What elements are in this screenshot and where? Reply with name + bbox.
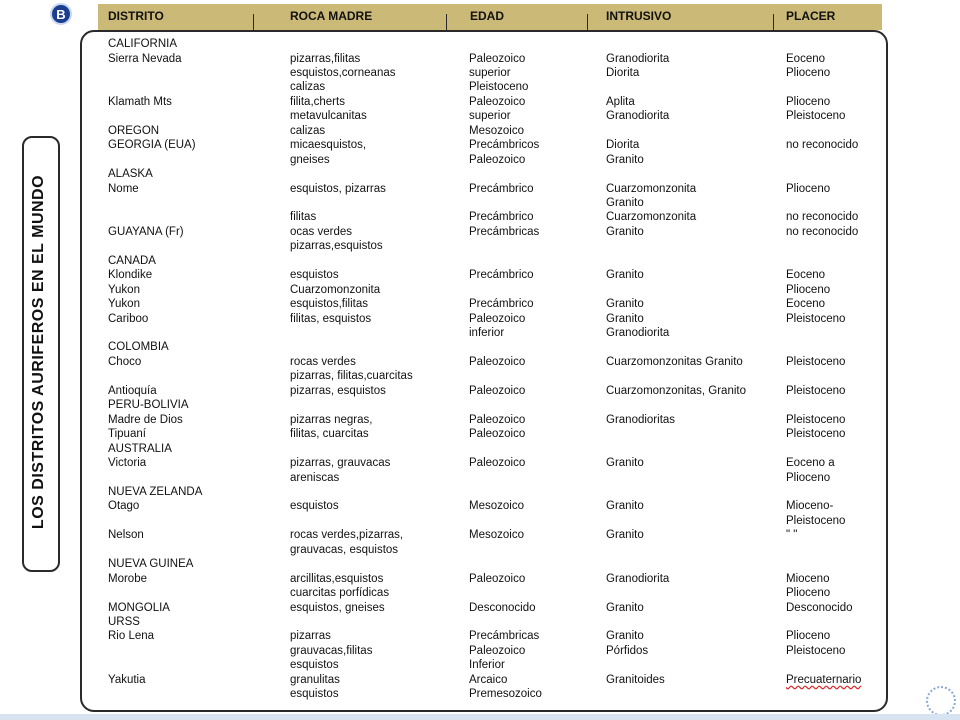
cell-distrito: Klamath Mts <box>108 95 172 108</box>
cell-roca-madre: pizarras, grauvacas <box>290 457 391 469</box>
cell-roca-madre: filita,cherts <box>290 95 345 108</box>
cell-distrito: Yukon <box>108 283 140 296</box>
cell-edad: Paleozoico <box>469 153 526 166</box>
cell-distrito: Yukon <box>108 298 140 311</box>
cell-placer: Plioceno <box>786 283 831 296</box>
cell-distrito: NUEVA ZELANDA <box>108 485 203 498</box>
cell-placer: Pleistoceno <box>786 110 846 123</box>
cell-placer: Eoceno <box>786 298 826 311</box>
cell-placer: Plioceno <box>786 587 831 600</box>
cell-edad: Paleozoico <box>469 457 526 469</box>
cell-intrusivo: Granodiorita <box>606 327 670 339</box>
cell-intrusivo: Granodiorita <box>606 52 670 65</box>
corner-logo-icon <box>926 686 956 716</box>
cell-placer: Eoceno <box>786 269 826 282</box>
cell-edad: Mesozoico <box>469 124 524 137</box>
cell-edad: Precámbricos <box>469 139 540 152</box>
cell-intrusivo: Granito <box>606 298 644 311</box>
cell-roca-madre: pizarras, esquistos <box>290 384 386 397</box>
cell-distrito: Antioquía <box>108 384 157 397</box>
cell-roca-madre: granulitas <box>290 673 340 686</box>
cell-placer: Pleistoceno <box>786 428 846 441</box>
cell-placer: Pleistoceno <box>786 384 846 397</box>
cell-intrusivo: Granito <box>606 269 644 282</box>
cell-edad: Pleistoceno <box>469 81 529 94</box>
cell-edad: Precámbrico <box>469 269 534 282</box>
cell-roca-madre: filitas, esquistos <box>290 312 372 325</box>
header-intrusivo: INTRUSIVO <box>606 9 672 23</box>
cell-placer: Plioceno <box>786 471 831 484</box>
cell-edad: Precámbrico <box>469 211 534 224</box>
cell-intrusivo: Granito <box>606 529 644 542</box>
cell-roca-madre: esquistos, gneises <box>290 601 385 614</box>
cell-edad: Paleozoico <box>469 644 526 657</box>
cell-intrusivo: Granito <box>606 630 644 643</box>
cell-edad: Paleozoico <box>469 384 526 397</box>
cell-placer: Plioceno <box>786 66 831 79</box>
table-header <box>98 4 882 30</box>
cell-roca-madre: calizas <box>290 124 326 137</box>
cell-roca-madre: esquistos <box>290 269 339 282</box>
cell-roca-madre: esquistos, pizarras <box>290 182 386 195</box>
cell-distrito: AUSTRALIA <box>108 442 172 455</box>
cell-intrusivo: Cuarzomonzonitas, Granito <box>606 384 746 397</box>
cell-roca-madre: pizarras,filitas <box>290 52 361 65</box>
cell-edad: Precámbricas <box>469 630 540 643</box>
cell-placer: no reconocido <box>786 225 859 238</box>
cell-roca-madre: cuarcitas porfídicas <box>290 587 390 600</box>
cell-distrito: Choco <box>108 355 142 368</box>
header-distrito: DISTRITO <box>108 9 164 23</box>
cell-placer: Pleistoceno <box>786 644 846 657</box>
logo: B <box>50 3 72 25</box>
cell-edad: Inferior <box>469 659 505 672</box>
cell-roca-madre: arcillitas,esquistos <box>290 572 384 585</box>
cell-edad: Mesozoico <box>469 500 524 513</box>
cell-distrito: Tipuaní <box>108 428 146 441</box>
cell-distrito: GUAYANA (Fr) <box>108 225 184 238</box>
cell-distrito: Nome <box>108 182 139 195</box>
cell-roca-madre: pizarras negras, <box>290 413 373 426</box>
cell-edad: Paleozoico <box>469 428 526 441</box>
cell-placer: Plioceno <box>786 630 831 643</box>
cell-intrusivo: Granito <box>606 601 644 614</box>
cell-placer: Pleistoceno <box>786 514 846 527</box>
cell-placer: Precuaternario <box>786 673 862 686</box>
cell-distrito: Klondike <box>108 269 153 282</box>
cell-placer: no reconocido <box>786 139 859 152</box>
cell-distrito: URSS <box>108 616 140 628</box>
cell-distrito: Yakutia <box>108 673 146 686</box>
page-title: LOS DISTRITOS AURIFEROS EN EL MUNDO <box>30 174 47 530</box>
cell-intrusivo: Diorita <box>606 139 640 152</box>
cell-roca-madre: gneises <box>290 153 330 166</box>
cell-roca-madre: esquistos,filitas <box>290 298 368 311</box>
cell-roca-madre: pizarras, filitas,cuarcitas <box>290 370 413 383</box>
cell-intrusivo: Granodioritas <box>606 413 676 426</box>
cell-edad: Paleozoico <box>469 312 526 325</box>
cell-distrito: ALASKA <box>108 168 153 180</box>
cell-edad: Paleozoico <box>469 52 526 65</box>
cell-roca-madre: metavulcanitas <box>290 110 367 123</box>
cell-edad: Mesozoico <box>469 529 524 542</box>
cell-edad: Arcaico <box>469 673 508 686</box>
cell-edad: Paleozoico <box>469 572 526 585</box>
cell-roca-madre: grauvacas, esquistos <box>290 543 399 556</box>
cell-placer: Eoceno a <box>786 457 835 469</box>
cell-intrusivo: Granito <box>606 500 644 513</box>
cell-distrito: PERU-BOLIVIA <box>108 399 189 412</box>
cell-roca-madre: esquistos <box>290 500 339 513</box>
cell-intrusivo: Cuarzomonzonita <box>606 211 697 224</box>
cell-intrusivo: Pórfidos <box>606 644 649 657</box>
cell-intrusivo: Granodiorita <box>606 572 670 585</box>
cell-placer: Mioceno <box>786 572 830 585</box>
cell-roca-madre: Cuarzomonzonita <box>290 283 381 296</box>
cell-edad: Precámbricas <box>469 225 540 238</box>
cell-edad: superior <box>469 66 511 79</box>
cell-roca-madre: areniscas <box>290 471 340 484</box>
cell-distrito: NUEVA GUINEA <box>108 558 194 571</box>
cell-roca-madre: pizarras <box>290 630 331 643</box>
cell-placer: Mioceno- <box>786 500 834 513</box>
cell-distrito: OREGON <box>108 124 160 137</box>
cell-intrusivo: Diorita <box>606 66 640 79</box>
cell-placer: Pleistoceno <box>786 413 846 426</box>
cell-placer: Eoceno <box>786 52 826 65</box>
cell-distrito: Victoria <box>108 457 147 469</box>
cell-roca-madre: pizarras,esquistos <box>290 240 383 253</box>
cell-intrusivo: Cuarzomonzonitas Granito <box>606 355 743 368</box>
cell-edad: Paleozoico <box>469 413 526 426</box>
cell-roca-madre: grauvacas,filitas <box>290 644 373 657</box>
cell-distrito: Otago <box>108 500 140 513</box>
cell-placer: Desconocido <box>786 601 853 614</box>
cell-distrito: Nelson <box>108 529 144 542</box>
cell-placer: " " <box>786 529 798 542</box>
cell-edad: Precámbrico <box>469 298 534 311</box>
cell-intrusivo: Granito <box>606 225 644 238</box>
cell-distrito: GEORGIA (EUA) <box>108 139 196 152</box>
cell-placer: Plioceno <box>786 95 831 108</box>
cell-intrusivo: Granitoides <box>606 673 665 686</box>
cell-roca-madre: filitas, cuarcitas <box>290 428 369 441</box>
cell-edad: superior <box>469 110 511 123</box>
cell-placer: no reconocido <box>786 211 859 224</box>
cell-distrito: Sierra Nevada <box>108 52 182 65</box>
cell-roca-madre: rocas verdes <box>290 355 356 368</box>
cell-intrusivo: Aplita <box>606 95 635 108</box>
cell-roca-madre: rocas verdes,pizarras, <box>290 529 404 542</box>
cell-edad: Paleozoico <box>469 95 526 108</box>
cell-roca-madre: ocas verdes <box>290 225 353 238</box>
cell-roca-madre: calizas <box>290 81 326 94</box>
cell-distrito: COLOMBIA <box>108 341 169 354</box>
cell-distrito: MONGOLIA <box>108 601 170 614</box>
cell-roca-madre: micaesquistos, <box>290 139 367 152</box>
cell-intrusivo: Granito <box>606 312 644 325</box>
header-edad: EDAD <box>470 9 505 23</box>
cell-intrusivo: Granito <box>606 457 644 469</box>
cell-roca-madre: esquistos <box>290 688 339 701</box>
cell-roca-madre: filitas <box>290 211 317 224</box>
cell-roca-madre: esquistos <box>290 659 339 672</box>
cell-distrito: CANADA <box>108 254 156 267</box>
cell-edad: Premesozoico <box>469 688 542 701</box>
cell-intrusivo: Granito <box>606 153 644 166</box>
cell-placer: Pleistoceno <box>786 355 846 368</box>
cell-placer: Plioceno <box>786 182 831 195</box>
cell-intrusivo: Cuarzomonzonita <box>606 182 697 195</box>
header-roca-madre: ROCA MADRE <box>290 9 373 23</box>
header-placer: PLACER <box>786 9 836 23</box>
cell-distrito: Rio Lena <box>108 630 155 643</box>
cell-edad: inferior <box>469 327 505 339</box>
cell-distrito: CALIFORNIA <box>108 38 178 50</box>
cell-distrito: Morobe <box>108 572 147 585</box>
cell-edad: Paleozoico <box>469 355 526 368</box>
cell-distrito: Madre de Dios <box>108 413 183 426</box>
cell-intrusivo: Granodiorita <box>606 110 670 123</box>
cell-roca-madre: esquistos,corneanas <box>290 66 396 79</box>
cell-distrito: Cariboo <box>108 312 149 325</box>
cell-placer: Pleistoceno <box>786 312 846 325</box>
cell-edad: Desconocido <box>469 601 536 614</box>
cell-intrusivo: Granito <box>606 196 644 209</box>
cell-edad: Precámbrico <box>469 182 534 195</box>
bottom-bar <box>0 714 960 720</box>
